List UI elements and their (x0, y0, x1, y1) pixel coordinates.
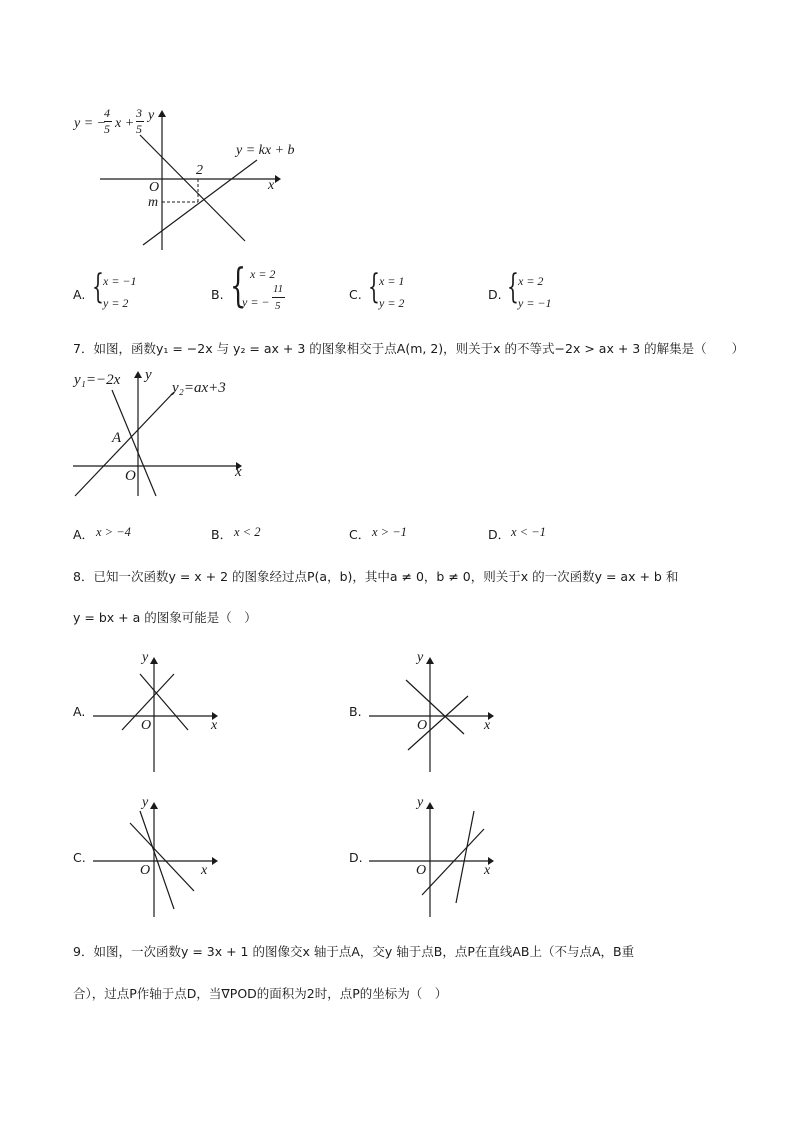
q9-question-line1: 9．如图，一次函数y = 3x + 1 的图像交x 轴于点A，交y 轴于点B，点P在直线AB上（不与点A，B重 (73, 944, 635, 959)
q6-option-b-eq1: x = 2 (250, 267, 276, 281)
q8-b-origin-label: O (417, 718, 428, 733)
q8-d-origin-label: O (416, 863, 427, 878)
q6-option-d-eq2: y = −1 (518, 296, 552, 310)
q6-option-d-letter[interactable]: D. (488, 287, 502, 302)
q6-option-c-eq2: y = 2 (379, 296, 405, 310)
q6-option-c-letter[interactable]: C. (349, 287, 362, 302)
q7-y-axis-label: y (145, 367, 152, 383)
q8-graph-c-plot (90, 795, 230, 920)
q6-line1-label-a: y = − (74, 116, 107, 131)
q8-d-x-label: x (484, 863, 491, 878)
q8-graph-a-plot (90, 650, 230, 775)
q6-x-axis-label: x (268, 178, 275, 193)
q7-option-c-value: x > −1 (372, 525, 407, 539)
q7-y1-label: y₁=−2x (74, 372, 121, 388)
q7-y2-label: y₂=ax+3 (172, 380, 226, 396)
q7-origin-label: O (125, 468, 136, 484)
q7-option-d-letter[interactable]: D． (488, 527, 511, 542)
q7-point-a-label: A (112, 430, 122, 446)
q6-option-b-frac-den: 5 (275, 300, 281, 312)
q6-option-d-eq1: x = 2 (518, 274, 544, 288)
q8-c-line-steep (140, 811, 174, 909)
q6-option-d-brace: { (507, 267, 519, 307)
q8-b-y-label: y (417, 650, 424, 665)
q8-b-x-label: x (484, 718, 491, 733)
q8-option-d-letter: D. (349, 850, 363, 865)
q7-option-a-value: x > −4 (96, 525, 131, 539)
q6-frac2-num: 3 (136, 106, 142, 120)
q6-option-c-system (379, 270, 404, 314)
q8-option-a-letter: A. (73, 704, 86, 719)
q6-option-b-letter[interactable]: B. (211, 287, 224, 302)
q9-question-line2: 合），过点P作轴于点D，当∇POD的面积为2时，点P的坐标为（ ） (73, 986, 448, 1001)
q6-option-b-brace: { (230, 258, 247, 312)
q8-c-x-label: x (201, 863, 208, 878)
q6-option-a-eq1: x = −1 (103, 274, 137, 288)
q8-graph-d-plot (366, 795, 506, 920)
q6-frac1-num: 4 (104, 106, 110, 120)
q8-option-c-letter: C. (73, 850, 86, 865)
q7-option-b-letter[interactable]: B． (211, 527, 233, 542)
q6-line1-label-b: x + (115, 116, 135, 131)
q8-a-y-label: y (142, 650, 149, 665)
q6-option-a-eq2: y = 2 (103, 296, 129, 310)
q6-option-d-system (518, 270, 552, 314)
q8-graph-b-plot (366, 650, 506, 775)
q6-line2-label: y = kx + b (236, 143, 295, 158)
q7-option-a-letter[interactable]: A． (73, 527, 95, 542)
q6-tick-2: 2 (196, 163, 203, 178)
q7-x-axis-label: x (235, 464, 242, 480)
q8-d-line-shallow (422, 829, 484, 895)
q8-question-line1: 8．已知一次函数y = x + 2 的图象经过点P(a，b)，其中a ≠ 0，b ≠ 0，则关于x 的一次函数y = ax + b 和 (73, 569, 679, 584)
q6-origin-label: O (149, 180, 160, 195)
q8-c-y-label: y (142, 795, 149, 810)
q8-c-origin-label: O (140, 863, 151, 878)
q6-option-c-brace: { (368, 267, 380, 307)
q8-d-line-steep (456, 811, 474, 903)
q8-d-y-label: y (417, 795, 424, 810)
q6-option-b-eq2: y = − (242, 295, 270, 309)
q7-option-c-letter[interactable]: C． (349, 527, 371, 542)
q6-option-a-letter[interactable]: A. (73, 287, 86, 302)
q6-m-label: m (148, 195, 159, 210)
q8-a-x-label: x (211, 718, 218, 733)
q8-option-b-letter: B. (349, 704, 362, 719)
q6-option-a-system (103, 270, 137, 314)
q7-option-b-value: x < 2 (234, 525, 261, 539)
q7-option-d-value: x < −1 (511, 525, 546, 539)
q7-question-text: 7．如图，函数y₁ = −2x 与 y₂ = ax + 3 的图象相交于点A(m, 2)，则关于x 的不等式−2x > ax + 3 的解集是（ ） (73, 341, 745, 356)
q8-question-line2: y = bx + a 的图象可能是（ ） (73, 610, 257, 625)
q8-a-origin-label: O (141, 718, 152, 733)
q6-option-a-brace: { (92, 267, 104, 307)
q6-frac1-den: 5 (104, 122, 110, 136)
q6-option-b-frac-num: 11 (273, 283, 284, 295)
q6-option-b-frac-bar (272, 297, 285, 298)
q8-c-line-shallow (130, 823, 194, 891)
q6-option-c-eq1: x = 1 (379, 274, 405, 288)
q6-y-axis-label: y (148, 108, 155, 123)
q6-frac2-den: 5 (136, 122, 142, 136)
